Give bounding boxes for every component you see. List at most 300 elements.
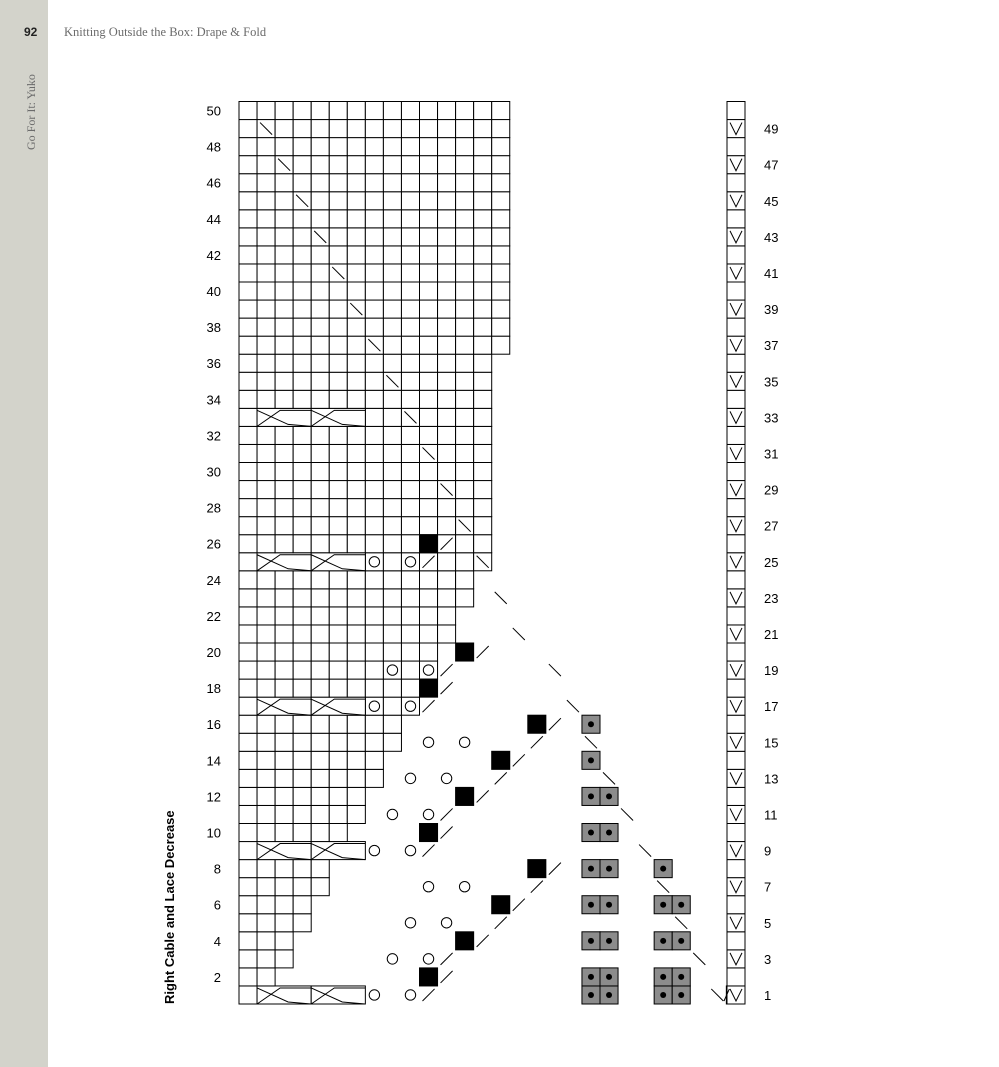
stitch-cell: [311, 336, 329, 354]
stitch-cell: [401, 463, 419, 481]
yarn-over-symbol: [459, 881, 469, 891]
stitch-cell: [347, 733, 365, 751]
stitch-cell: [420, 246, 438, 264]
row-number-even: 42: [206, 247, 221, 263]
stitch-cell: [383, 697, 401, 715]
stitch-cell: [383, 336, 401, 354]
stitch-cell: [456, 282, 474, 300]
stitch-cell: [347, 787, 365, 805]
yarn-over-symbol: [369, 557, 379, 567]
stitch-cell: [420, 517, 438, 535]
stitch-cell: [365, 156, 383, 174]
stitch-cell: [311, 300, 329, 318]
row-number-even: 22: [206, 608, 221, 624]
row-number-even: 14: [206, 753, 221, 769]
stitch-cell: [365, 571, 383, 589]
stitch-cell: [347, 751, 365, 769]
stitch-cell: [456, 390, 474, 408]
stitch-cell: [311, 102, 329, 120]
edge-stitch-cell: [727, 174, 745, 192]
stitch-cell: [311, 192, 329, 210]
stitch-cell: [275, 444, 293, 462]
cable-cross-cell: [257, 986, 311, 1004]
stitch-cell: [239, 246, 257, 264]
cable-cross-cell: [257, 842, 311, 860]
stitch-cell: [275, 715, 293, 733]
stitch-cell: [347, 535, 365, 553]
stitch-cell: [329, 210, 347, 228]
row-number-odd: 21: [764, 626, 779, 642]
stitch-cell: [365, 120, 383, 138]
stitch-cell: [239, 787, 257, 805]
stitch-cell: [456, 535, 474, 553]
stitch-cell: [401, 264, 419, 282]
stitch-cell: [383, 589, 401, 607]
stitch-cell: [474, 426, 492, 444]
stitch-cell: [365, 643, 383, 661]
stitch-cell: [293, 661, 311, 679]
row-number-odd: 9: [764, 843, 772, 859]
stitch-cell: [365, 246, 383, 264]
stitch-cell: [293, 228, 311, 246]
stitch-cell: [401, 354, 419, 372]
edge-stitch-cell: [727, 390, 745, 408]
row-number-even: 30: [206, 464, 221, 480]
stitch-cell: [293, 733, 311, 751]
yarn-over-symbol: [423, 809, 433, 819]
stitch-cell: [474, 282, 492, 300]
yarn-over-symbol: [387, 665, 397, 675]
purl-dot-symbol: [606, 938, 612, 944]
row-number-even: 10: [206, 825, 221, 841]
stitch-cell: [257, 643, 275, 661]
stitch-cell: [365, 426, 383, 444]
edge-stitch-cell: [727, 354, 745, 372]
purl-dot-symbol: [588, 830, 594, 836]
stitch-cell: [474, 138, 492, 156]
stitch-cell: [257, 661, 275, 679]
stitch-cell: [383, 390, 401, 408]
stitch-cell: [420, 589, 438, 607]
stitch-cell: [293, 264, 311, 282]
no-stitch-square: [492, 896, 510, 914]
purl-dot-symbol: [660, 992, 666, 998]
purl-dot-symbol: [606, 992, 612, 998]
stitch-cell: [420, 138, 438, 156]
stitch-cell: [347, 246, 365, 264]
row-number-odd: 7: [764, 879, 772, 895]
stitch-cell: [239, 986, 257, 1004]
stitch-cell: [438, 282, 456, 300]
row-number-even: 36: [206, 356, 221, 372]
stitch-cell: [474, 264, 492, 282]
yarn-over-symbol: [423, 881, 433, 891]
stitch-cell: [257, 896, 275, 914]
stitch-cell: [311, 751, 329, 769]
stitch-cell: [239, 860, 257, 878]
k2tog-symbol: [495, 772, 507, 784]
row-number-even: 18: [206, 681, 221, 697]
k2tog-symbol: [441, 682, 453, 694]
stitch-cell: [492, 192, 510, 210]
no-stitch-square: [456, 643, 474, 661]
stitch-cell: [293, 174, 311, 192]
no-stitch-square: [456, 932, 474, 950]
stitch-cell: [239, 968, 257, 986]
yarn-over-symbol: [405, 845, 415, 855]
purl-dot-symbol: [606, 866, 612, 872]
stitch-cell: [383, 138, 401, 156]
stitch-cell: [293, 120, 311, 138]
row-number-even: 50: [206, 103, 221, 119]
purl-dot-symbol: [678, 938, 684, 944]
no-stitch-square: [420, 968, 438, 986]
stitch-cell: [347, 643, 365, 661]
stitch-cell: [401, 481, 419, 499]
yarn-over-symbol: [423, 954, 433, 964]
edge-stitch-cell: [727, 571, 745, 589]
stitch-cell: [438, 553, 456, 571]
purl-dot-symbol: [678, 902, 684, 908]
stitch-cell: [456, 138, 474, 156]
stitch-cell: [383, 499, 401, 517]
edge-stitch-cell: [727, 751, 745, 769]
stitch-cell: [383, 733, 401, 751]
stitch-cell: [347, 481, 365, 499]
stitch-cell: [239, 228, 257, 246]
stitch-cell: [275, 824, 293, 842]
stitch-cell: [275, 805, 293, 823]
no-stitch-square: [528, 715, 546, 733]
stitch-cell: [365, 408, 383, 426]
edge-stitch-cell: [727, 860, 745, 878]
stitch-cell: [329, 228, 347, 246]
stitch-cell: [365, 354, 383, 372]
stitch-cell: [293, 715, 311, 733]
k2tog-symbol: [531, 881, 543, 893]
stitch-cell: [257, 354, 275, 372]
stitch-cell: [329, 535, 347, 553]
stitch-cell: [438, 499, 456, 517]
stitch-cell: [347, 607, 365, 625]
stitch-cell: [311, 643, 329, 661]
stitch-cell: [347, 156, 365, 174]
row-number-odd: 19: [764, 663, 779, 679]
stitch-cell: [365, 192, 383, 210]
stitch-cell: [347, 264, 365, 282]
stitch-cell: [275, 390, 293, 408]
stitch-cell: [401, 192, 419, 210]
stitch-cell: [311, 138, 329, 156]
stitch-cell: [420, 120, 438, 138]
row-number-odd: 3: [764, 951, 772, 967]
stitch-cell: [239, 607, 257, 625]
stitch-cell: [456, 499, 474, 517]
stitch-cell: [239, 824, 257, 842]
edge-stitch-cell: [727, 787, 745, 805]
stitch-cell: [347, 625, 365, 643]
cable-cross-cell: [311, 408, 365, 426]
stitch-cell: [311, 174, 329, 192]
stitch-cell: [275, 246, 293, 264]
stitch-cell: [456, 300, 474, 318]
stitch-cell: [438, 210, 456, 228]
stitch-cell: [293, 300, 311, 318]
stitch-cell: [239, 372, 257, 390]
ssk-symbol: [567, 700, 579, 712]
stitch-cell: [311, 264, 329, 282]
stitch-cell: [239, 102, 257, 120]
stitch-cell: [420, 643, 438, 661]
stitch-cell: [311, 390, 329, 408]
stitch-cell: [347, 426, 365, 444]
ssk-symbol: [675, 917, 687, 929]
cable-cross-cell: [257, 553, 311, 571]
stitch-cell: [311, 156, 329, 174]
stitch-cell: [311, 120, 329, 138]
stitch-cell: [401, 625, 419, 643]
stitch-cell: [329, 787, 347, 805]
stitch-cell: [275, 372, 293, 390]
section-side-label: Go For It: Yuko: [24, 74, 38, 150]
stitch-cell: [438, 607, 456, 625]
stitch-cell: [383, 463, 401, 481]
stitch-cell: [329, 751, 347, 769]
stitch-cell: [365, 535, 383, 553]
stitch-cell: [365, 733, 383, 751]
stitch-cell: [365, 481, 383, 499]
yarn-over-symbol: [369, 845, 379, 855]
purl-dot-symbol: [606, 974, 612, 980]
stitch-cell: [347, 715, 365, 733]
stitch-cell: [456, 174, 474, 192]
stitch-cell: [420, 571, 438, 589]
stitch-cell: [311, 769, 329, 787]
edge-stitch-cell: [727, 138, 745, 156]
stitch-cell: [239, 210, 257, 228]
stitch-cell: [456, 210, 474, 228]
stitch-cell: [383, 679, 401, 697]
purl-dot-symbol: [678, 992, 684, 998]
stitch-cell: [239, 571, 257, 589]
stitch-cell: [456, 246, 474, 264]
stitch-cell: [401, 643, 419, 661]
purl-dot-symbol: [606, 902, 612, 908]
stitch-cell: [492, 210, 510, 228]
stitch-cell: [311, 444, 329, 462]
stitch-cell: [293, 499, 311, 517]
stitch-cell: [474, 210, 492, 228]
stitch-cell: [438, 192, 456, 210]
stitch-cell: [239, 643, 257, 661]
stitch-cell: [365, 300, 383, 318]
cable-cross-cell: [311, 697, 365, 715]
stitch-cell: [257, 571, 275, 589]
row-number-odd: 27: [764, 518, 779, 534]
purl-dot-symbol: [588, 974, 594, 980]
stitch-cell: [438, 318, 456, 336]
stitch-cell: [474, 463, 492, 481]
stitch-cell: [239, 733, 257, 751]
stitch-cell: [275, 120, 293, 138]
stitch-cell: [275, 102, 293, 120]
stitch-cell: [347, 228, 365, 246]
stitch-cell: [401, 318, 419, 336]
stitch-cell: [420, 318, 438, 336]
stitch-cell: [492, 300, 510, 318]
stitch-cell: [257, 264, 275, 282]
edge-stitch-cell: [727, 246, 745, 264]
edge-stitch-cell: [727, 968, 745, 986]
stitch-cell: [383, 102, 401, 120]
stitch-cell: [438, 463, 456, 481]
stitch-cell: [257, 138, 275, 156]
row-number-even: 20: [206, 645, 221, 661]
stitch-cell: [329, 643, 347, 661]
row-number-odd: 49: [764, 121, 779, 137]
yarn-over-symbol: [405, 990, 415, 1000]
stitch-cell: [239, 932, 257, 950]
stitch-cell: [438, 625, 456, 643]
stitch-cell: [275, 282, 293, 300]
stitch-cell: [401, 571, 419, 589]
stitch-cell: [383, 318, 401, 336]
stitch-cell: [239, 282, 257, 300]
stitch-cell: [492, 156, 510, 174]
k2tog-symbol: [549, 863, 561, 875]
stitch-cell: [257, 589, 275, 607]
stitch-cell: [275, 426, 293, 444]
stitch-cell: [275, 571, 293, 589]
stitch-cell: [257, 625, 275, 643]
stitch-cell: [401, 661, 419, 679]
stitch-cell: [474, 499, 492, 517]
ssk-symbol: [513, 628, 525, 640]
stitch-cell: [401, 679, 419, 697]
stitch-cell: [383, 246, 401, 264]
stitch-cell: [383, 607, 401, 625]
stitch-cell: [347, 336, 365, 354]
edge-stitch-cell: [727, 932, 745, 950]
stitch-cell: [275, 481, 293, 499]
k2tog-symbol: [441, 808, 453, 820]
stitch-cell: [383, 156, 401, 174]
stitch-cell: [492, 174, 510, 192]
stitch-cell: [329, 824, 347, 842]
stitch-cell: [347, 571, 365, 589]
stitch-cell: [275, 174, 293, 192]
stitch-cell: [401, 589, 419, 607]
stitch-cell: [365, 444, 383, 462]
k2tog-symbol: [477, 935, 489, 947]
stitch-cell: [239, 138, 257, 156]
stitch-cell: [329, 246, 347, 264]
stitch-cell: [275, 138, 293, 156]
purl-dot-symbol: [660, 974, 666, 980]
ssk-symbol: [657, 881, 669, 893]
stitch-cell: [401, 390, 419, 408]
row-number-even: 24: [206, 572, 221, 588]
stitch-cell: [329, 120, 347, 138]
stitch-cell: [329, 661, 347, 679]
stitch-cell: [383, 715, 401, 733]
purl-dot-symbol: [588, 992, 594, 998]
stitch-cell: [456, 408, 474, 426]
stitch-cell: [293, 607, 311, 625]
stitch-cell: [401, 426, 419, 444]
stitch-cell: [311, 354, 329, 372]
stitch-cell: [275, 661, 293, 679]
stitch-cell: [311, 282, 329, 300]
purl-dot-symbol: [588, 757, 594, 763]
stitch-cell: [474, 228, 492, 246]
stitch-cell: [438, 264, 456, 282]
edge-stitch-cell: [727, 715, 745, 733]
stitch-cell: [347, 444, 365, 462]
stitch-cell: [383, 192, 401, 210]
stitch-cell: [401, 210, 419, 228]
stitch-cell: [257, 192, 275, 210]
stitch-cell: [347, 174, 365, 192]
stitch-cell: [329, 390, 347, 408]
stitch-cell: [275, 679, 293, 697]
stitch-cell: [438, 138, 456, 156]
stitch-cell: [275, 751, 293, 769]
stitch-cell: [474, 102, 492, 120]
row-number-even: 2: [213, 969, 221, 985]
purl-dot-symbol: [588, 902, 594, 908]
stitch-cell: [257, 300, 275, 318]
stitch-cell: [275, 336, 293, 354]
stitch-cell: [420, 426, 438, 444]
stitch-cell: [293, 896, 311, 914]
row-number-odd: 17: [764, 699, 779, 715]
stitch-cell: [420, 463, 438, 481]
stitch-cell: [329, 607, 347, 625]
stitch-cell: [401, 336, 419, 354]
stitch-cell: [401, 535, 419, 553]
stitch-cell: [383, 571, 401, 589]
stitch-cell: [438, 390, 456, 408]
purl-dot-symbol: [678, 974, 684, 980]
stitch-cell: [456, 463, 474, 481]
stitch-cell: [257, 878, 275, 896]
stitch-cell: [474, 354, 492, 372]
stitch-cell: [293, 625, 311, 643]
stitch-cell: [329, 733, 347, 751]
edge-stitch-cell: [727, 463, 745, 481]
stitch-cell: [293, 336, 311, 354]
stitch-cell: [347, 102, 365, 120]
edge-stitch-cell: [727, 426, 745, 444]
stitch-cell: [293, 589, 311, 607]
stitch-cell: [257, 607, 275, 625]
stitch-cell: [383, 228, 401, 246]
stitch-cell: [474, 481, 492, 499]
stitch-cell: [438, 300, 456, 318]
ssk-symbol: [639, 845, 651, 857]
stitch-cell: [293, 282, 311, 300]
stitch-cell: [401, 300, 419, 318]
stitch-cell: [456, 156, 474, 174]
edge-stitch-cell: [727, 607, 745, 625]
row-number-odd: 35: [764, 374, 779, 390]
stitch-cell: [420, 174, 438, 192]
yarn-over-symbol: [405, 557, 415, 567]
stitch-cell: [311, 210, 329, 228]
k2tog-symbol: [441, 827, 453, 839]
stitch-cell: [293, 787, 311, 805]
